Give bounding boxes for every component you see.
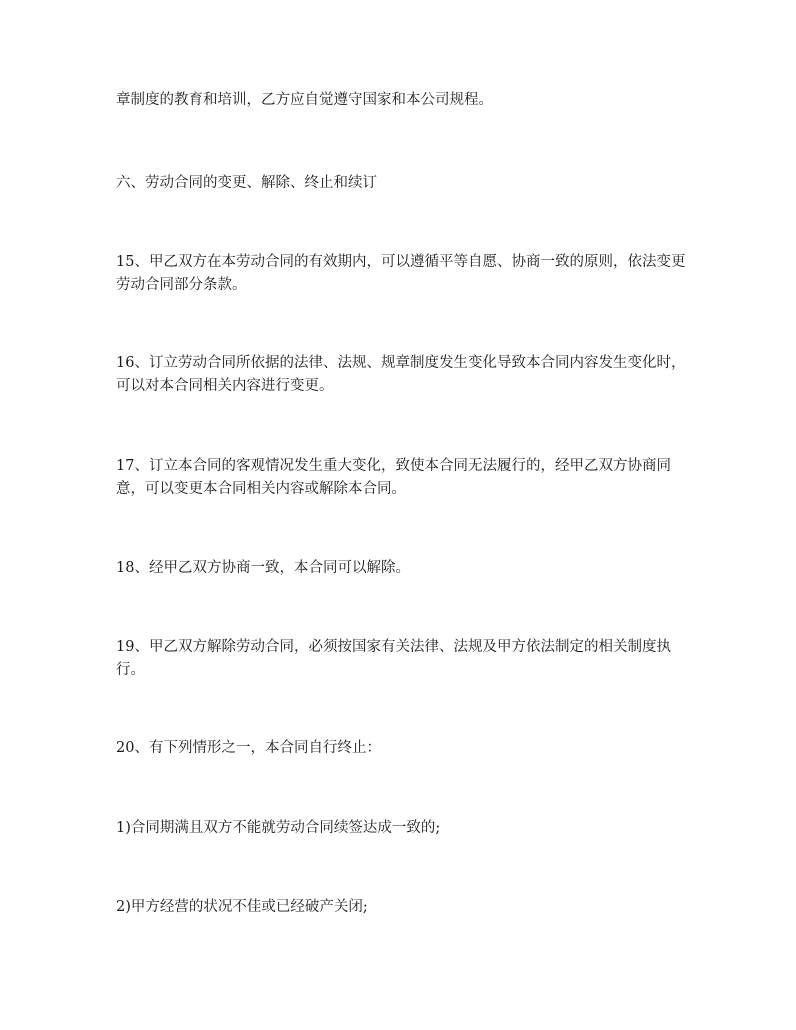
clause-20: 20、有下列情形之一，本合同自行终止：: [116, 740, 381, 756]
section-heading-6: 六、劳动合同的变更、解除、终止和续订: [116, 175, 377, 191]
clause-20-item-2: 2)甲方经营的状况不佳或已经破产关闭;: [116, 899, 368, 915]
clause-15: 15、甲乙双方在本劳动合同的有效期内，可以遵循平等自愿、协商一致的原则，依法变更劳动合同部分条款。: [116, 254, 686, 293]
paragraph-continuation: 章制度的教育和培训，乙方应自觉遵守国家和本公司规程。: [116, 92, 493, 108]
clause-20-item-1: 1)合同期满且双方不能就劳动合同续签达成一致的;: [116, 820, 441, 836]
clause-18: 18、经甲乙双方协商一致，本合同可以解除。: [116, 560, 410, 576]
clause-16: 16、订立劳动合同所依据的法律、法规、规章制度发生变化导致本合同内容发生变化时，可以对本合同相关内容进行变更。: [116, 355, 686, 394]
clause-19: 19、甲乙双方解除劳动合同，必须按国家有关法律、法规及甲方依法制定的相关制度执行。: [116, 639, 671, 678]
clause-17: 17、订立本合同的客观情况发生重大变化，致使本合同无法履行的，经甲乙双方协商同意，可以变更本合同相关内容或解除本合同。: [116, 458, 671, 497]
